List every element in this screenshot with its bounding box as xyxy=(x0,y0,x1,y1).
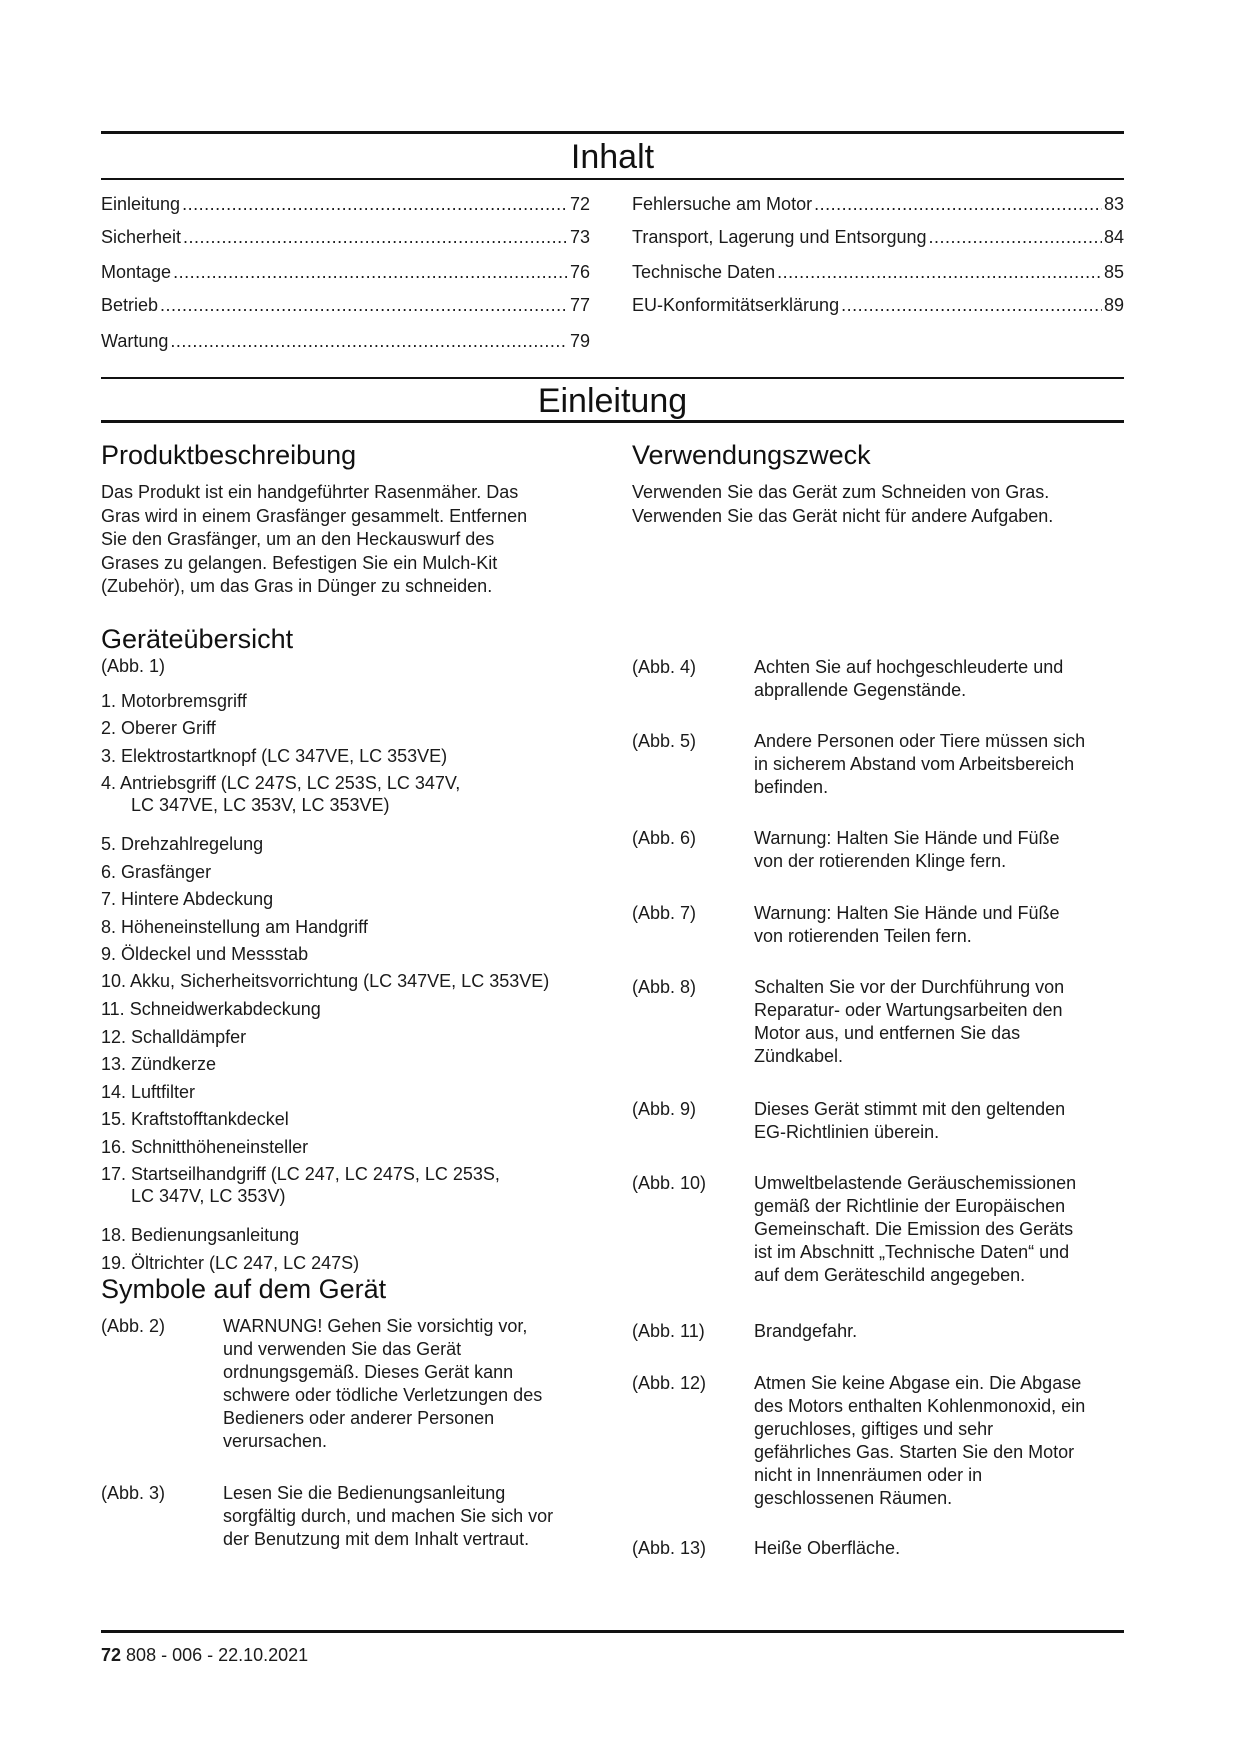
text-line: geschlossenen Räumen. xyxy=(754,1488,953,1508)
text-line: abprallende Gegenstände. xyxy=(754,680,967,700)
list-item-text: 15. Kraftstofftankdeckel xyxy=(101,1109,289,1129)
text-line: ordnungsgemäß. Dieses Gerät kann xyxy=(223,1362,514,1382)
produkt-heading: Produktbeschreibung xyxy=(101,440,357,470)
text-line: EG-Richtlinien überein. xyxy=(754,1122,940,1142)
symbol-text xyxy=(754,1372,1134,1510)
list-item-text: 9. Öldeckel und Messstab xyxy=(101,944,309,964)
list-item xyxy=(101,833,263,855)
list-item xyxy=(101,970,549,992)
top-rule xyxy=(101,131,1124,134)
list-item xyxy=(101,916,368,938)
list-item-continuation: LC 347VE, LC 353V, LC 353VE) xyxy=(131,795,390,815)
toc-title-rule xyxy=(101,178,1124,180)
toc-entry-page: 83 xyxy=(1103,194,1124,214)
text-line: Warnung: Halten Sie Hände und Füße xyxy=(754,903,1060,923)
list-item xyxy=(101,998,321,1020)
list-item-text: 2. Oberer Griff xyxy=(101,718,216,738)
list-item xyxy=(101,745,447,767)
text-line: nicht in Innenräumen oder in xyxy=(754,1465,983,1485)
list-item-text: 8. Höheneinstellung am Handgriff xyxy=(101,917,368,937)
toc-entry-label: Betrieb xyxy=(101,295,159,315)
text-line: Verwenden Sie das Gerät nicht für andere Aufgaben. xyxy=(632,505,1054,526)
symbol-text xyxy=(754,1098,1134,1144)
symbol-ref: (Abb. 3) xyxy=(101,1483,166,1503)
toc-entry[interactable] xyxy=(101,330,590,352)
symbol-text xyxy=(754,1537,1134,1560)
list-item xyxy=(101,1163,500,1207)
text-line: in sicherem Abstand vom Arbeitsbereich xyxy=(754,754,1075,774)
symbol-ref: (Abb. 13) xyxy=(632,1538,707,1558)
list-item xyxy=(101,1081,195,1103)
toc-entry-page: 89 xyxy=(1103,295,1124,315)
text-line: und verwenden Sie das Gerät xyxy=(223,1339,462,1359)
toc-entry[interactable] xyxy=(632,261,1124,283)
toc-entry[interactable] xyxy=(632,226,1124,248)
symbol-text xyxy=(754,902,1134,948)
list-item xyxy=(101,1053,216,1075)
toc-entry-label: Transport, Lagerung und Entsorgung xyxy=(632,227,927,247)
toc-entry[interactable] xyxy=(632,193,1124,215)
list-item xyxy=(101,772,460,816)
symbol-ref: (Abb. 11) xyxy=(632,1321,705,1341)
text-line: Motor aus, und entfernen Sie das xyxy=(754,1023,1021,1043)
section-title: Einleitung xyxy=(537,382,688,420)
list-item-text: 5. Drehzahlregelung xyxy=(101,834,264,854)
list-item xyxy=(101,690,247,712)
toc-entry[interactable] xyxy=(101,193,590,215)
toc-leader-dots xyxy=(929,226,1102,248)
toc-entry-label: Montage xyxy=(101,262,172,282)
footer-rule xyxy=(101,1630,1124,1633)
list-item-text: 17. Startseilhandgriff (LC 247, LC 247S, LC 253S, xyxy=(101,1164,500,1184)
list-item xyxy=(101,717,216,739)
toc-entry-page: 72 xyxy=(569,194,590,214)
list-item-text: 11. Schneidwerkabdeckung xyxy=(101,999,321,1019)
list-item-text: 14. Luftfilter xyxy=(101,1082,196,1102)
text-line: Heiße Oberfläche. xyxy=(754,1538,901,1558)
text-line: (Zubehör), um das Gras in Dünger zu schneiden. xyxy=(101,576,493,596)
symbol-ref: (Abb. 8) xyxy=(632,977,697,997)
list-item xyxy=(101,943,308,965)
symbol-text xyxy=(754,730,1134,799)
text-line: Zündkabel. xyxy=(754,1046,844,1066)
text-line: ist im Abschnitt „Technische Daten“ und xyxy=(754,1242,1070,1262)
footer-page-number: 72 xyxy=(101,1645,122,1665)
text-line: Lesen Sie die Bedienungsanleitung xyxy=(223,1483,506,1503)
toc-leader-dots xyxy=(173,261,568,283)
text-line: befinden. xyxy=(754,777,829,797)
text-line: Umweltbelastende Geräuschemissionen xyxy=(754,1173,1077,1193)
section-bottom-rule xyxy=(101,420,1124,423)
toc-entry-label: Technische Daten xyxy=(632,262,776,282)
toc-leader-dots xyxy=(182,193,568,215)
toc-leader-dots xyxy=(841,294,1102,316)
toc-entry-label: Einleitung xyxy=(101,194,181,214)
symbol-text xyxy=(754,976,1134,1068)
text-line: WARNUNG! Gehen Sie vorsichtig vor, xyxy=(223,1316,528,1336)
text-line: Dieses Gerät stimmt mit den geltenden xyxy=(754,1099,1066,1119)
list-item-continuation: LC 347V, LC 353V) xyxy=(131,1186,286,1206)
list-item-text: 12. Schalldämpfer xyxy=(101,1027,247,1047)
text-line: Reparatur- oder Wartungsarbeiten den xyxy=(754,1000,1063,1020)
list-item-text: 16. Schnitthöheneinsteller xyxy=(101,1137,309,1157)
symbol-ref: (Abb. 7) xyxy=(632,903,697,923)
toc-entry-page: 77 xyxy=(569,295,590,315)
symbol-text xyxy=(754,1172,1134,1287)
produkt-text xyxy=(101,481,621,599)
list-item xyxy=(101,1224,299,1246)
toc-entry-page: 79 xyxy=(569,331,590,351)
symbol-text xyxy=(754,827,1134,873)
toc-leader-dots xyxy=(183,226,568,248)
symbol-ref: (Abb. 5) xyxy=(632,731,697,751)
text-line: von der rotierenden Klinge fern. xyxy=(754,851,1007,871)
toc-leader-dots xyxy=(777,261,1102,283)
symbol-ref: (Abb. 4) xyxy=(632,657,697,677)
toc-entry[interactable] xyxy=(101,226,590,248)
text-line: Sie den Grasfänger, um an den Heckauswurf des xyxy=(101,529,495,549)
text-line: der Benutzung mit dem Inhalt vertraut. xyxy=(223,1529,530,1549)
toc-entry-page: 85 xyxy=(1103,262,1124,282)
text-line: Schalten Sie vor der Durchführung von xyxy=(754,977,1065,997)
text-line: Bedieners oder anderer Personen xyxy=(223,1408,495,1428)
symbol-ref: (Abb. 9) xyxy=(632,1099,697,1119)
text-line: von rotierenden Teilen fern. xyxy=(754,926,972,946)
text-line: sorgfältig durch, und machen Sie sich vor xyxy=(223,1506,554,1526)
symbol-text xyxy=(754,656,1134,702)
toc-entry-page: 84 xyxy=(1103,227,1124,247)
toc-entry-page: 73 xyxy=(569,227,590,247)
text-line: Brandgefahr. xyxy=(754,1321,858,1341)
toc-entry-label: EU-Konformitätserklärung xyxy=(632,295,840,315)
toc-entry-label: Wartung xyxy=(101,331,169,351)
list-item-text: 1. Motorbremsgriff xyxy=(101,691,247,711)
toc-leader-dots xyxy=(170,330,568,352)
footer-doc-id: 808 - 006 - 22.10.2021 xyxy=(126,1645,309,1665)
list-item-text: 4. Antriebsgriff (LC 247S, LC 253S, LC 347V, xyxy=(101,773,461,793)
symbol-text xyxy=(223,1482,633,1551)
list-item-text: 6. Grasfänger xyxy=(101,862,212,882)
text-line: gefährliches Gas. Starten Sie den Motor xyxy=(754,1442,1075,1462)
zweck-heading: Verwendungszweck xyxy=(632,440,871,470)
list-item xyxy=(101,1252,359,1274)
text-line: geruchloses, giftiges und sehr xyxy=(754,1419,994,1439)
list-item-text: 13. Zündkerze xyxy=(101,1054,217,1074)
symbole-heading: Symbole auf dem Gerät xyxy=(101,1274,387,1304)
list-item-text: 10. Akku, Sicherheitsvorrichtung (LC 347VE, LC 353VE) xyxy=(101,971,550,991)
text-line: Achten Sie auf hochgeschleuderte und xyxy=(754,657,1064,677)
text-line: Andere Personen oder Tiere müssen sich xyxy=(754,731,1086,751)
text-line: Das Produkt ist ein handgeführter Rasenmäher. Das xyxy=(101,482,519,502)
zweck-text xyxy=(632,481,1132,528)
text-line: gemäß der Richtlinie der Europäischen xyxy=(754,1196,1066,1216)
text-line: Gemeinschaft. Die Emission des Geräts xyxy=(754,1219,1074,1239)
symbol-ref: (Abb. 10) xyxy=(632,1173,707,1193)
toc-entry[interactable] xyxy=(101,294,590,316)
uebersicht-ref: (Abb. 1) xyxy=(101,656,166,676)
text-line: Atmen Sie keine Abgase ein. Die Abgase xyxy=(754,1373,1082,1393)
symbol-ref: (Abb. 2) xyxy=(101,1316,166,1336)
uebersicht-heading: Geräteübersicht xyxy=(101,624,294,654)
text-line: Grases zu gelangen. Befestigen Sie ein Mulch-Kit xyxy=(101,552,498,573)
list-item xyxy=(101,1136,308,1158)
list-item xyxy=(101,861,211,883)
toc-leader-dots xyxy=(160,294,568,316)
list-item xyxy=(101,1026,246,1048)
section-top-rule xyxy=(101,377,1124,379)
list-item-text: 7. Hintere Abdeckung xyxy=(101,889,274,909)
toc-leader-dots xyxy=(814,193,1102,215)
symbol-text xyxy=(223,1315,633,1453)
symbol-text xyxy=(754,1320,1134,1343)
symbol-ref: (Abb. 6) xyxy=(632,828,697,848)
text-line: des Motors enthalten Kohlenmonoxid, ein xyxy=(754,1396,1086,1416)
text-line: schwere oder tödliche Verletzungen des xyxy=(223,1385,543,1405)
list-item xyxy=(101,888,273,910)
toc-entry-label: Fehlersuche am Motor xyxy=(632,194,813,214)
toc-entry[interactable] xyxy=(101,261,590,283)
toc-title: Inhalt xyxy=(570,138,655,176)
footer xyxy=(101,1645,308,1666)
text-line: Gras wird in einem Grasfänger gesammelt. Entfernen xyxy=(101,505,528,526)
list-item-text: 19. Öltrichter (LC 247, LC 247S) xyxy=(101,1253,360,1273)
list-item-text: 18. Bedienungsanleitung xyxy=(101,1225,300,1245)
text-line: auf dem Geräteschild angegeben. xyxy=(754,1265,1026,1285)
text-line: verursachen. xyxy=(223,1431,328,1451)
text-line: Warnung: Halten Sie Hände und Füße xyxy=(754,828,1060,848)
toc-entry[interactable] xyxy=(632,294,1124,316)
toc-entry-label: Sicherheit xyxy=(101,227,182,247)
symbol-ref: (Abb. 12) xyxy=(632,1373,707,1393)
list-item xyxy=(101,1108,289,1130)
list-item-text: 3. Elektrostartknopf (LC 347VE, LC 353VE) xyxy=(101,746,448,766)
toc-entry-page: 76 xyxy=(569,262,590,282)
text-line: Verwenden Sie das Gerät zum Schneiden von Gras. xyxy=(632,482,1050,502)
